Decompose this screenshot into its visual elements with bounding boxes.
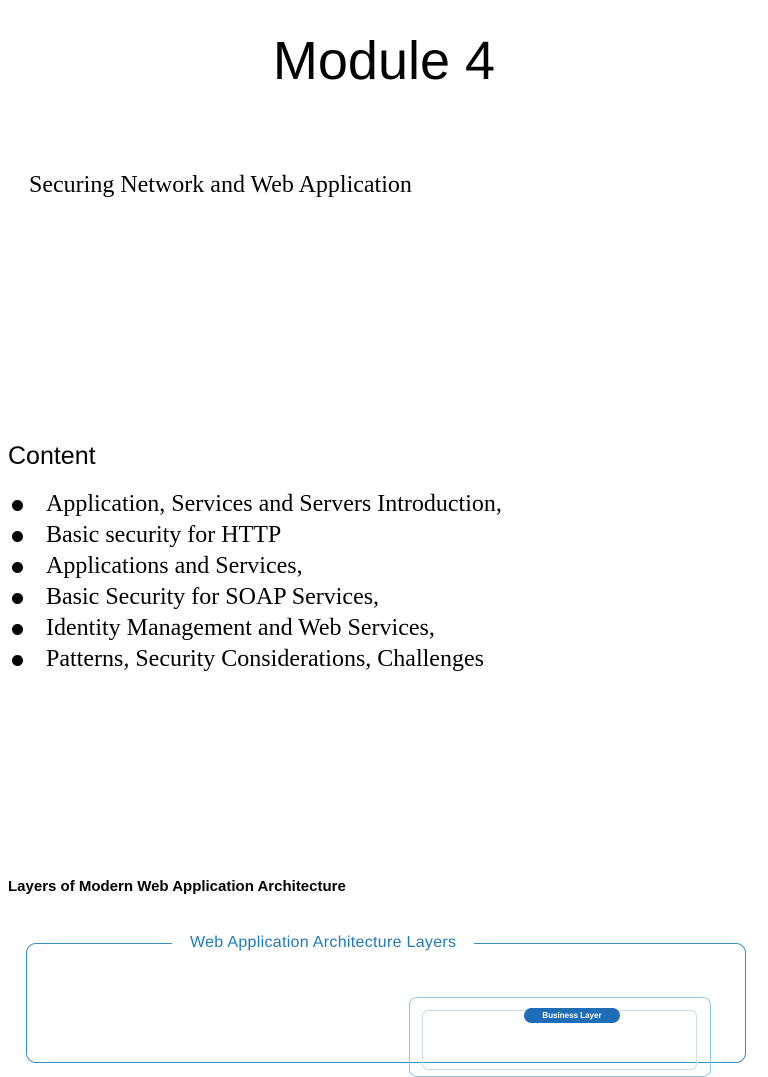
section-title: Layers of Modern Web Application Architecture	[8, 878, 346, 895]
bullet-icon	[12, 500, 23, 511]
bullet-icon	[12, 562, 23, 573]
bullet-icon	[12, 655, 23, 666]
bullet-icon	[12, 593, 23, 604]
content-heading: Content	[8, 442, 96, 470]
bullet-icon	[12, 531, 23, 542]
list-item	[0, 644, 502, 675]
list-item-text: Applications and Services,	[46, 553, 303, 579]
diagram-title: Web Application Architecture Layers	[172, 930, 474, 956]
list-item-text: Patterns, Security Considerations, Challenges	[46, 646, 484, 672]
module-subtitle: Securing Network and Web Application	[29, 172, 412, 198]
list-item-text: Basic Security for SOAP Services,	[46, 584, 380, 610]
module-title: Module 4	[272, 31, 496, 91]
architecture-diagram	[26, 930, 748, 1050]
list-item	[0, 520, 502, 551]
list-item-text: Application, Services and Servers Introduction,	[46, 491, 502, 517]
business-layer-label: Business Layer	[524, 1008, 620, 1023]
list-item	[0, 551, 502, 582]
list-item	[0, 489, 502, 520]
list-item-text: Basic security for HTTP	[46, 522, 282, 548]
content-list	[0, 489, 502, 675]
list-item	[0, 613, 502, 644]
list-item-text: Identity Management and Web Services,	[46, 615, 435, 641]
bullet-icon	[12, 624, 23, 635]
list-item	[0, 582, 502, 613]
